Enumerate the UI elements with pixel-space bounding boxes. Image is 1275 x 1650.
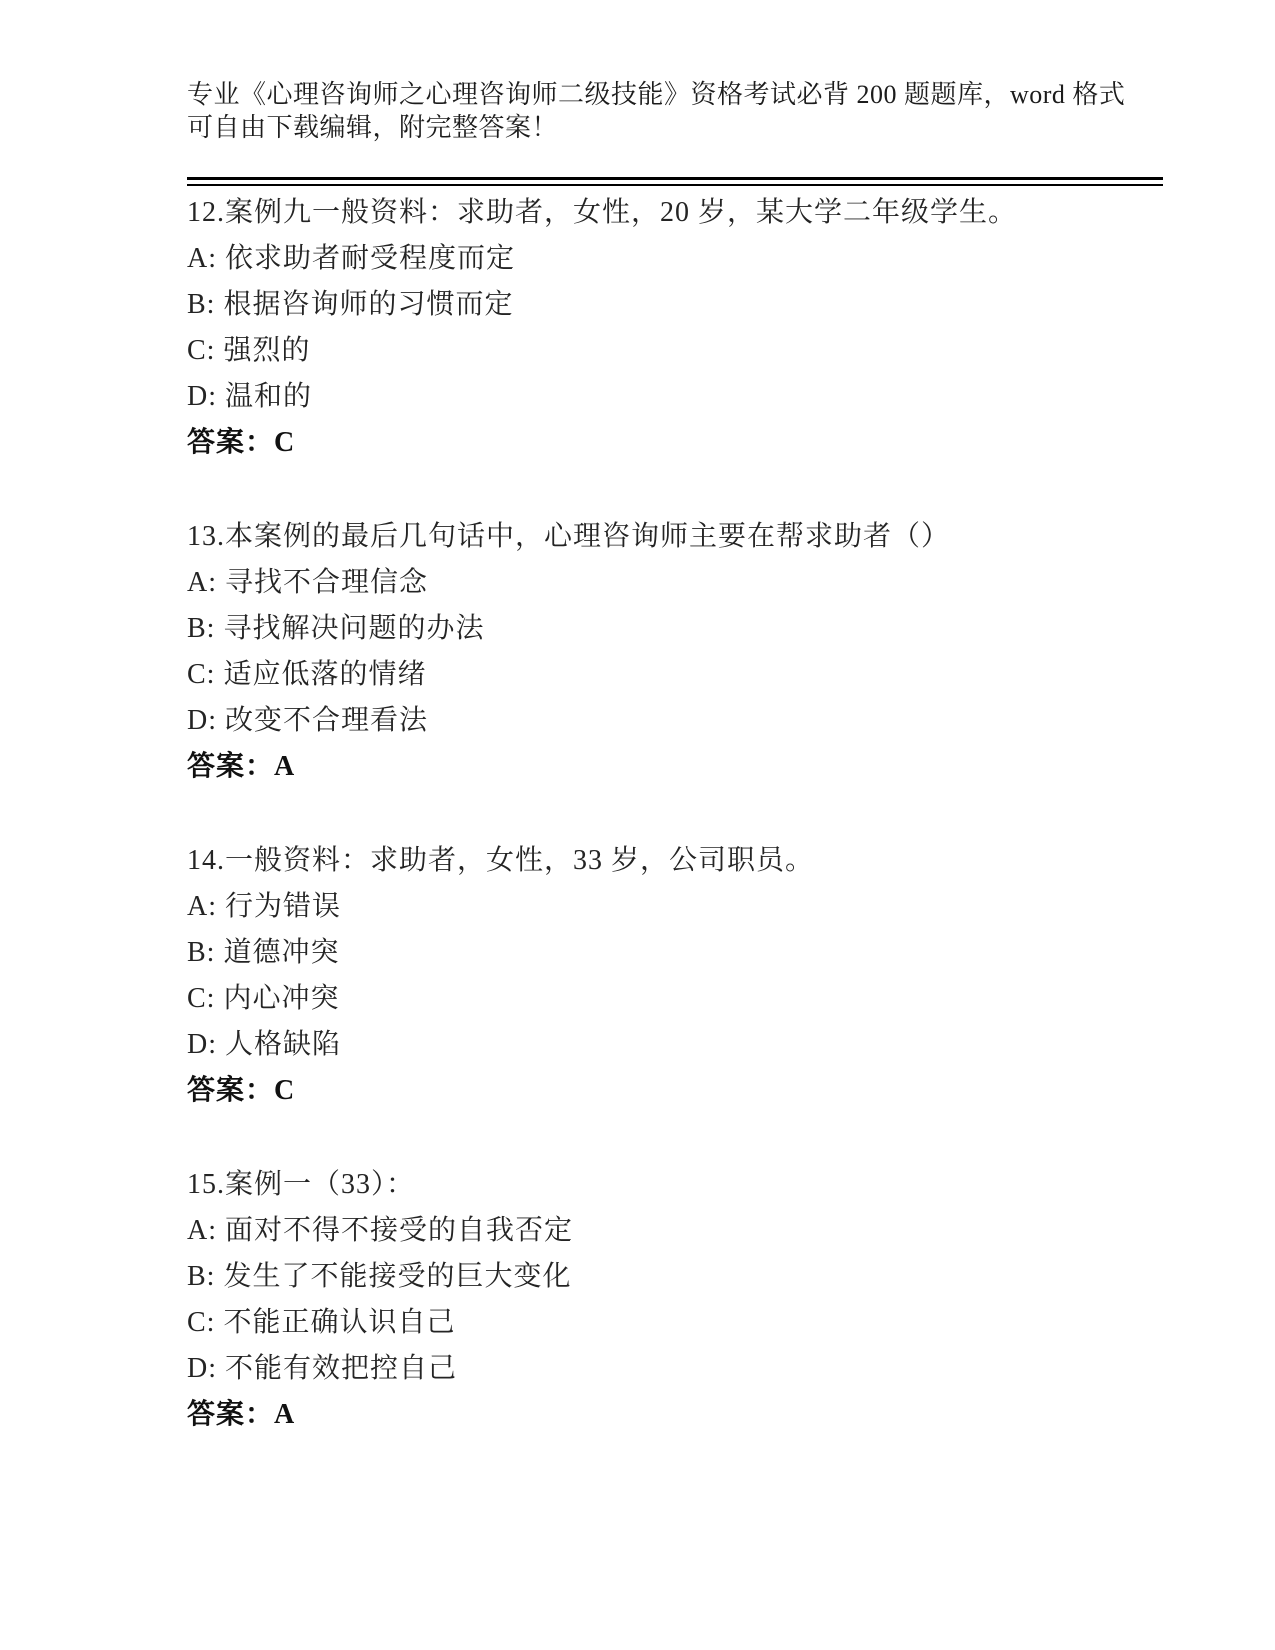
document-header bbox=[187, 78, 1163, 144]
question-block-13 bbox=[187, 514, 1163, 790]
question-option-a: A: 行为错误 bbox=[187, 891, 342, 922]
question-block-14 bbox=[187, 838, 1163, 1114]
question-answer: 答案：C bbox=[187, 1075, 296, 1106]
question-option-d: D: 不能有效把控自己 bbox=[187, 1353, 458, 1384]
question-option-a: A: 依求助者耐受程度而定 bbox=[187, 243, 516, 274]
question-title: 14.一般资料：求助者，女性，33 岁，公司职员。 bbox=[187, 845, 815, 876]
question-option-c: C: 适应低落的情绪 bbox=[187, 659, 427, 690]
question-answer: 答案：A bbox=[187, 751, 296, 782]
question-list bbox=[187, 190, 1163, 1438]
question-option-b: B: 道德冲突 bbox=[187, 937, 340, 968]
question-option-d: D: 改变不合理看法 bbox=[187, 705, 429, 736]
question-option-c: C: 不能正确认识自己 bbox=[187, 1307, 456, 1338]
question-option-d: D: 人格缺陷 bbox=[187, 1029, 342, 1060]
question-option-b: B: 根据咨询师的习惯而定 bbox=[187, 289, 514, 320]
question-option-c: C: 内心冲突 bbox=[187, 983, 340, 1014]
header-title-line-1: 专业《心理咨询师之心理咨询师二级技能》资格考试必背 200 题题库，word 格式 bbox=[187, 80, 1126, 109]
question-option-a: A: 寻找不合理信念 bbox=[187, 567, 429, 598]
question-block-12 bbox=[187, 190, 1163, 466]
page-body bbox=[187, 78, 1163, 1438]
question-option-b: B: 寻找解决问题的办法 bbox=[187, 613, 485, 644]
question-title: 12.案例九一般资料：求助者，女性，20 岁，某大学二年级学生。 bbox=[187, 197, 1018, 228]
question-title: 13.本案例的最后几句话中，心理咨询师主要在帮求助者（） bbox=[187, 521, 951, 552]
question-option-c: C: 强烈的 bbox=[187, 335, 311, 366]
header-title-line-2: 可自由下载编辑，附完整答案！ bbox=[187, 113, 559, 142]
question-option-a: A: 面对不得不接受的自我否定 bbox=[187, 1215, 574, 1246]
question-answer: 答案：A bbox=[187, 1399, 296, 1430]
question-option-b: B: 发生了不能接受的巨大变化 bbox=[187, 1261, 572, 1292]
question-answer: 答案：C bbox=[187, 427, 296, 458]
question-option-d: D: 温和的 bbox=[187, 381, 313, 412]
header-divider-double-line bbox=[187, 177, 1163, 186]
question-title: 15.案例一（33）： bbox=[187, 1169, 416, 1200]
question-block-15 bbox=[187, 1162, 1163, 1438]
